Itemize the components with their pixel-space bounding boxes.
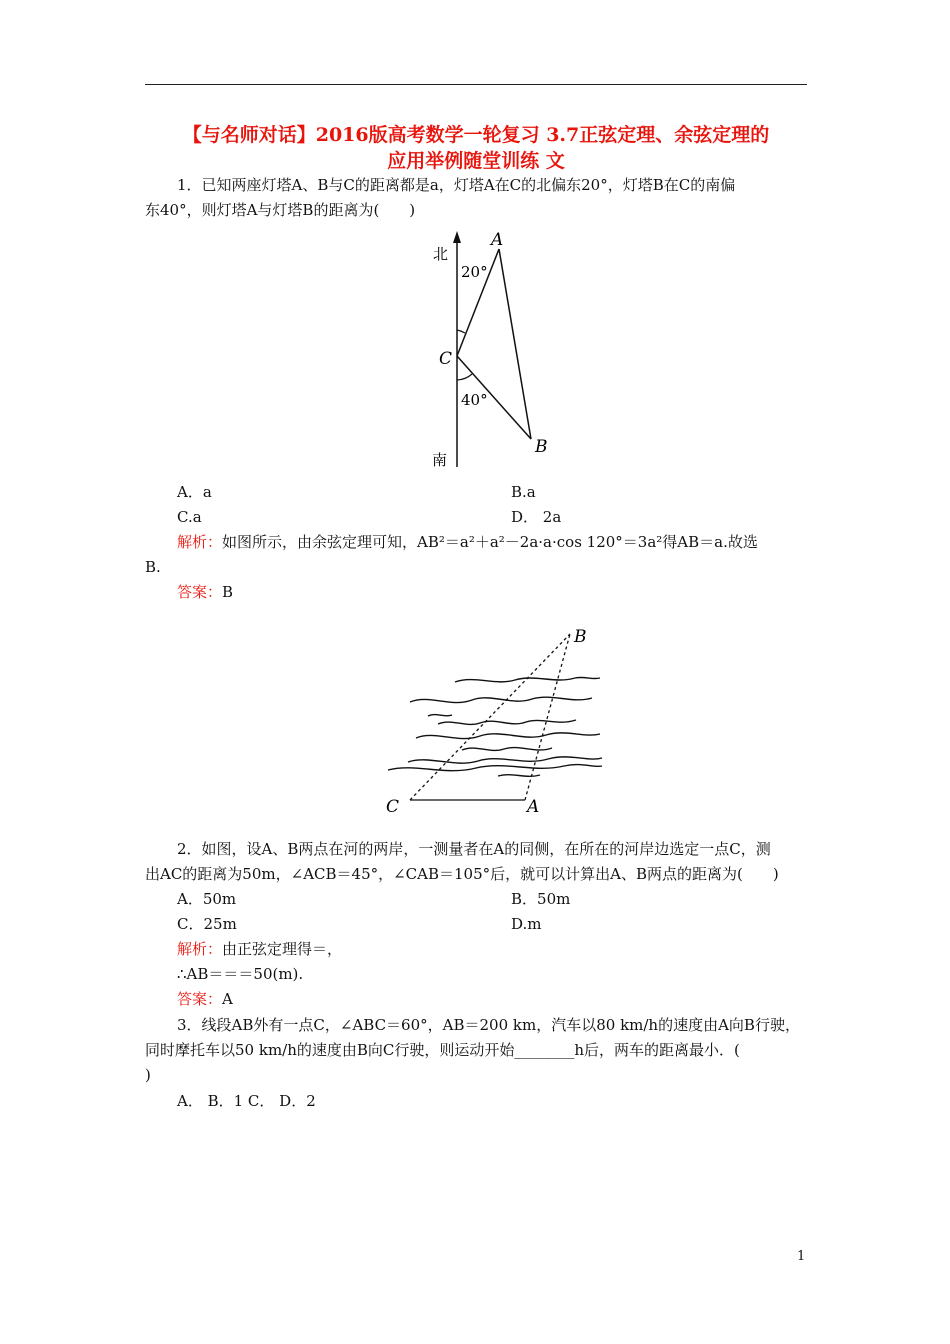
- answer-label: 答案：: [177, 583, 223, 601]
- q1-stem-line-1: 1．已知两座灯塔A、B与C的距离都是a，灯塔A在C的北偏东20°，灯塔B在C的南偏: [177, 176, 736, 194]
- q1-answer: [177, 582, 233, 602]
- label-B: B: [574, 627, 587, 647]
- q2-option-c: C．25m: [177, 915, 237, 933]
- q3-stem-line-2: 同时摩托车以50 km/h的速度由B向C行驶，则运动开始________h后，两车的距离最小．(: [145, 1041, 740, 1059]
- dashed-CB: [410, 634, 570, 800]
- angle-20-label: 20°: [461, 263, 488, 281]
- label-A: A: [527, 797, 540, 817]
- dashed-AB: [525, 634, 570, 800]
- q3-stem-line-3: ): [145, 1066, 151, 1084]
- angle-arc-top: [457, 330, 465, 333]
- q1-option-c: C.a: [177, 508, 202, 526]
- label-C: C: [386, 797, 400, 817]
- q1-stem-line-2: 东40°，则灯塔A与灯塔B的距离为( ): [145, 201, 416, 219]
- q3-options: A． B．1 C． D．2: [177, 1092, 316, 1110]
- q1-analysis-tail: B.: [145, 558, 161, 576]
- label-north: 北: [433, 245, 449, 263]
- analysis-label: 解析：: [177, 940, 223, 958]
- q2-analysis-text: 由正弦定理得＝，: [222, 940, 343, 958]
- q1-option-a: A．a: [177, 483, 212, 501]
- q1-analysis-text: 如图所示，由余弦定理可知，AB²＝a²＋a²－2a·a·cos 120°＝3a²得AB＝a.故选: [222, 533, 758, 551]
- q2-option-a: A．50m: [177, 890, 237, 908]
- q2-stem-line-1: 2．如图，设A、B两点在河的两岸，一测量者在A的同侧，在所在的河岸边选定一点C，测: [177, 840, 771, 858]
- q2-answer-value: A: [222, 990, 233, 1008]
- q2-analysis-line-2: ∴AB＝＝＝50(m).: [177, 965, 304, 983]
- q1-analysis: [177, 532, 758, 552]
- header-rule: [145, 84, 807, 85]
- q2-stem-line-2: 出AC的距离为50m，∠ACB＝45°，∠CAB＝105°后，就可以计算出A、B两点的距离为( ): [145, 865, 779, 883]
- document-title: [145, 122, 807, 174]
- river-waves: [388, 677, 602, 776]
- page-number: 1: [797, 1249, 806, 1264]
- angle-40-label: 40°: [461, 391, 488, 409]
- q2-river-figure: [380, 620, 610, 820]
- q1-lighthouse-figure: [425, 225, 565, 475]
- north-arrow-icon: [453, 231, 461, 243]
- q1-option-d: D． 2a: [511, 508, 562, 526]
- q1-answer-value: B: [222, 583, 234, 601]
- title-line-2: 应用举例随堂训练 文: [387, 150, 565, 172]
- q2-answer: [177, 989, 233, 1009]
- analysis-label: 解析：: [177, 533, 223, 551]
- label-B: B: [535, 437, 548, 457]
- segment-AB: [499, 249, 531, 439]
- q2-analysis: [177, 939, 342, 959]
- answer-label: 答案：: [177, 990, 223, 1008]
- q2-option-b: B．50m: [511, 890, 571, 908]
- q2-option-d: D.m: [511, 915, 542, 933]
- q3-stem-line-1: 3．线段AB外有一点C，∠ABC＝60°，AB＝200 km，汽车以80 km/h的速度由A向B行驶，: [177, 1016, 800, 1034]
- label-south: 南: [432, 451, 448, 469]
- title-line-1: 【与名师对话】2016版高考数学一轮复习 3.7正弦定理、余弦定理的: [182, 124, 770, 146]
- q1-option-b: B.a: [511, 483, 536, 501]
- angle-arc-bottom: [457, 374, 472, 380]
- label-A: A: [491, 230, 504, 250]
- label-C: C: [439, 349, 453, 369]
